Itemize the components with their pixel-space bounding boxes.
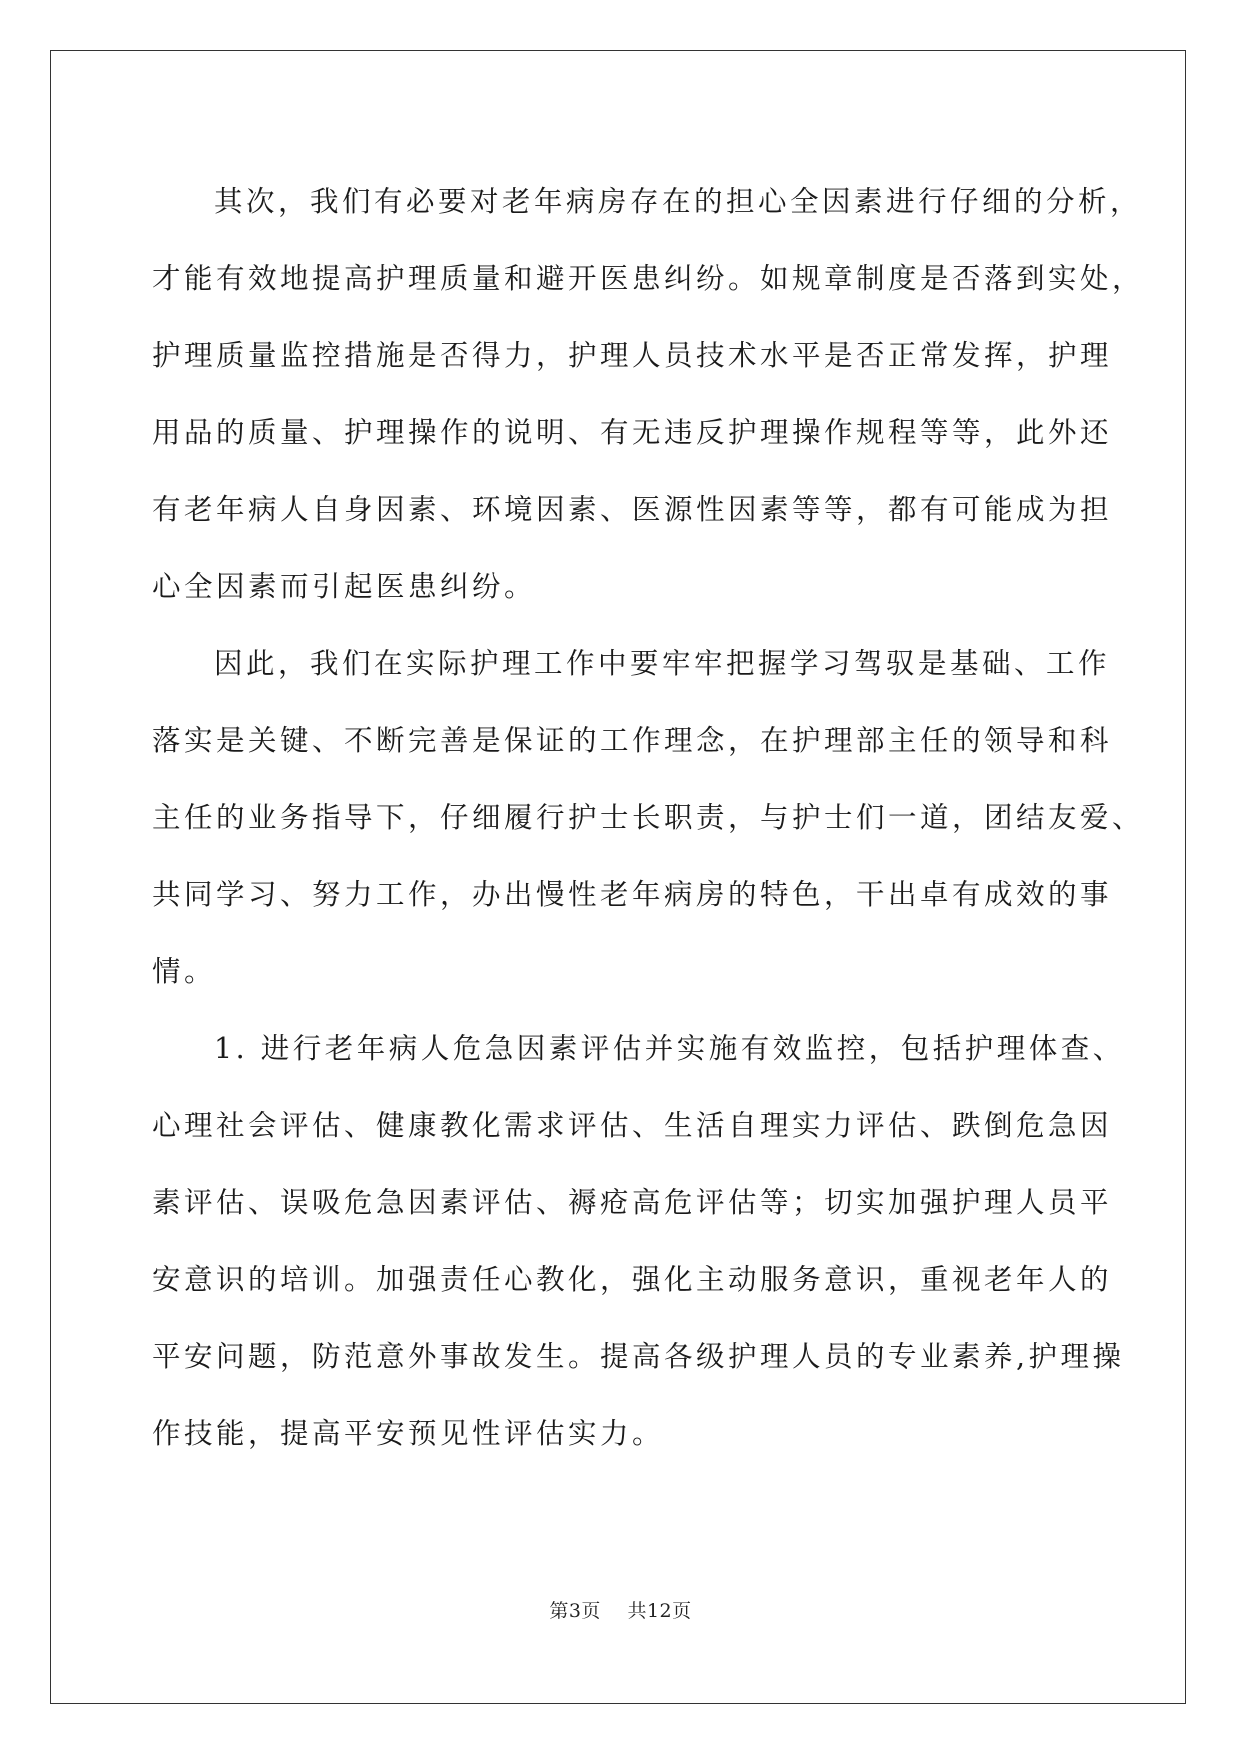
text-line: 心理社会评估、健康教化需求评估、生活自理实力评估、跌倒危急因: [152, 1109, 1113, 1142]
text-line: 情。: [152, 955, 217, 988]
text-line: 落实是关键、不断完善是保证的工作理念，在护理部主任的领导和科: [152, 724, 1113, 757]
paragraph-2: [152, 625, 1145, 1010]
text-line: 主任的业务指导下，仔细履行护士长职责，与护士们一道，团结友爱、: [152, 801, 1145, 834]
text-line: 共同学习、努力工作，办出慢性老年病房的特色，干出卓有成效的事: [152, 878, 1113, 911]
page-total: 共12页: [627, 1600, 692, 1622]
text-line: 作技能，提高平安预见性评估实力。: [152, 1417, 665, 1450]
text-line: 素评估、误吸危急因素评估、褥疮高危评估等；切实加强护理人员平: [152, 1186, 1113, 1219]
text-line: 心全因素而引起医患纠纷。: [152, 570, 537, 603]
paragraph-3: [152, 1010, 1125, 1472]
text-line: 1. 进行老年病人危急因素评估并实施有效监控，包括护理体查、: [214, 1032, 1125, 1065]
text-line: 护理质量监控措施是否得力，护理人员技术水平是否正常发挥，护理: [152, 339, 1113, 372]
page-footer: [0, 1596, 1241, 1623]
document-body: [152, 163, 1145, 1472]
text-line: 平安问题，防范意外事故发生。提高各级护理人员的专业素养,护理操: [152, 1340, 1125, 1373]
text-line: 因此，我们在实际护理工作中要牢牢把握学习驾驭是基础、工作: [214, 647, 1111, 680]
text-line: 安意识的培训。加强责任心教化，强化主动服务意识，重视老年人的: [152, 1263, 1113, 1296]
text-line: 有老年病人自身因素、环境因素、医源性因素等等，都有可能成为担: [152, 493, 1113, 526]
text-line: 其次，我们有必要对老年病房存在的担心全因素进行仔细的分析，: [214, 185, 1143, 218]
text-line: 才能有效地提高护理质量和避开医患纠纷。如规章制度是否落到实处，: [152, 262, 1145, 295]
page-number: 第3页: [549, 1600, 601, 1622]
paragraph-1: [152, 163, 1145, 625]
text-line: 用品的质量、护理操作的说明、有无违反护理操作规程等等，此外还: [152, 416, 1113, 449]
